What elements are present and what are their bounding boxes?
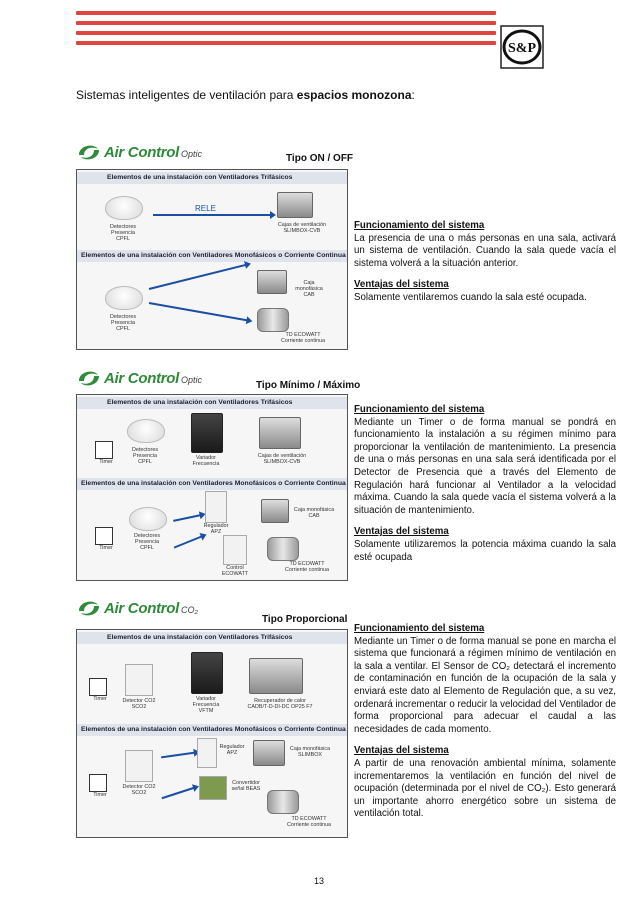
page-number: 13 <box>313 876 324 886</box>
rele-label: RELE <box>195 204 216 213</box>
figure-label: Detector CO2 SCO2 <box>122 784 156 796</box>
figure-label: Convertidor señal BEAS <box>231 780 261 792</box>
ventajas-title: Ventajas del sistema <box>354 279 449 291</box>
figure-label: Caja monofásica SLIMBOX <box>289 746 331 758</box>
arrow <box>173 514 201 522</box>
co2-detector <box>125 664 153 696</box>
figure-label: Recuperador de calor CADB/T-D-DI-DC OP25 F7 <box>247 698 313 710</box>
figure-label: Detectores Presencia CPFL <box>109 314 137 332</box>
air-control-logo: Air Control Optic <box>76 366 202 390</box>
installation-diagram <box>76 169 348 350</box>
figure-label: Variador Frecuencia VFTM <box>192 696 220 714</box>
funcionamiento-title: Funcionamiento del sistema <box>354 404 485 415</box>
arrow <box>153 214 271 216</box>
ventajas-text: Solamente utilizaremos la potencia máxima cuando la sala esté ocupada <box>354 538 616 563</box>
timer-icon <box>95 527 113 545</box>
ventajas-text: A partir de una renovación ambiental mínima, solamente incrementaremos la ventilación en función del nivel de ocupación (determinada por el nivel de CO₂). Esto generará un importante ahorro energético sobre un sistema de ventilación total. <box>354 757 616 820</box>
section-proporcional <box>76 596 616 841</box>
arrow <box>149 264 247 290</box>
apz-regulator <box>197 738 217 768</box>
ventajas-title: Ventajas del sistema <box>354 526 449 538</box>
apz-regulator <box>205 491 227 523</box>
figure-label: Caja monofásica CAB <box>293 507 335 519</box>
timer-icon <box>95 441 113 459</box>
ventilation-box <box>257 270 287 294</box>
figure-band: Elementos de una instalación con Ventiladores Monofásicos o Corriente Continua <box>77 478 347 490</box>
svg-text:S&P: S&P <box>508 41 536 56</box>
figure-label: Detectores Presencia CPFL <box>133 533 161 551</box>
figure-label: Detectores Presencia CPFL <box>131 447 159 465</box>
td-ecowatt-fan <box>257 308 289 332</box>
swirl-icon <box>76 141 102 163</box>
funcionamiento-text: Mediante un Timer o de forma manual se pone en marcha el sistema que funcionará a régimen mínimo de ventilación en la sala a ventilar. El Sensor de CO₂ detectará el incremento de contaminación en función de la ocupación de la sala y enviará este dato al Elemento de Regulación que, a su vez, ordenará incrementar o reducir la velocidad del Ventilador de forma proporcional para adecuar el caudal a las necesidades de cada momento. <box>354 635 616 735</box>
figure-label: Cajas de ventilación SLIMBOX-CVB <box>257 453 307 465</box>
signal-converter <box>199 776 227 800</box>
figure-band: Elementos de una instalación con Ventiladores Trifásicos <box>77 172 347 184</box>
figure-label: Timer <box>99 459 113 465</box>
figure-label: TD ECOWATT Corriente continua <box>280 332 326 344</box>
timer-icon <box>89 678 107 696</box>
figure-label: Control ECOWATT <box>221 565 249 577</box>
funcionamiento-title: Funcionamiento del sistema <box>354 220 485 231</box>
section-min-max <box>76 366 616 581</box>
arrow <box>162 787 195 799</box>
type-label: Tipo ON / OFF <box>286 153 354 164</box>
timer-icon <box>89 774 107 792</box>
figure-band: Elementos de una instalación con Ventiladores Trifásicos <box>77 397 347 409</box>
ecowatt-control <box>223 535 247 565</box>
header-stripes <box>76 11 496 51</box>
funcionamiento-text: La presencia de una o más personas en una sala, activará un sistema de ventilación. Cuando la sala quede vacía el sistema volverá a la situación anterior. <box>354 232 616 269</box>
figure-label: Cajas de ventilación SLIMBOX-CVB <box>277 222 327 234</box>
figure-band: Elementos de una instalación con Ventiladores Monofásicos o Corriente Continua <box>77 724 347 736</box>
figure-label: Detectores Presencia CPFL <box>109 224 137 242</box>
ventilation-box <box>259 417 301 449</box>
funcionamiento-text: Mediante un Timer o de forma manual se pondrá en funcionamiento la instalación a su régimen mínimo para proporcionar la ventilación de mantenimiento. La presencia de una o más personas en una sala será identificada por el Detector de Presencia que a través del Elemento de Regulación hará funcionar al Ventilador a la velocidad máxima. Cuando la sala quede vacía el sistema volverá a la situación de mantenimiento. <box>354 416 616 516</box>
presence-detector <box>127 419 165 443</box>
figure-label: Caja monofásica CAB <box>295 280 323 298</box>
figure-label: Timer <box>93 696 107 702</box>
figure-label: TD ECOWATT Corriente continua <box>284 561 330 573</box>
td-ecowatt-fan <box>267 537 299 561</box>
air-control-logo: Air Control CO₂ <box>76 596 198 620</box>
frequency-variator <box>191 652 223 694</box>
ventilation-box <box>253 740 285 766</box>
figure-label: Regulador APZ <box>203 523 229 535</box>
page-heading: Sistemas inteligentes de ventilación para espacios monozona: <box>76 88 415 102</box>
description <box>354 220 616 314</box>
figure-label: Variador Frecuencia <box>192 455 220 467</box>
ventilation-box <box>277 192 313 218</box>
air-control-logo: Air Control Optic <box>76 140 202 164</box>
arrow <box>149 302 248 321</box>
presence-detector <box>129 507 167 531</box>
arrow <box>161 752 195 759</box>
heat-recovery-unit <box>249 658 303 694</box>
type-label: Tipo Mínimo / Máximo <box>256 380 361 391</box>
figure-band: Elementos de una instalación con Ventiladores Trifásicos <box>77 632 347 644</box>
ventajas-title: Ventajas del sistema <box>354 745 449 757</box>
section-on-off <box>76 140 616 355</box>
installation-diagram <box>76 394 348 581</box>
figure-label: Timer <box>93 792 107 798</box>
sp-logo <box>500 25 544 69</box>
swirl-icon <box>76 367 102 389</box>
ventilation-box <box>261 499 289 523</box>
figure-label: Regulador APZ <box>219 744 245 756</box>
frequency-variator <box>191 413 223 453</box>
description <box>354 623 616 830</box>
td-ecowatt-fan <box>267 790 299 814</box>
type-label: Tipo Proporcional <box>262 614 348 625</box>
figure-label: Detector CO2 SCO2 <box>122 698 156 710</box>
swirl-icon <box>76 597 102 619</box>
arrow <box>174 535 203 548</box>
co2-detector <box>125 750 153 782</box>
description <box>354 404 616 573</box>
figure-label: TD ECOWATT Corriente continua <box>286 816 332 828</box>
funcionamiento-title: Funcionamiento del sistema <box>354 623 485 634</box>
figure-label: Timer <box>99 545 113 551</box>
presence-detector <box>105 196 143 220</box>
installation-diagram <box>76 629 348 838</box>
ventajas-text: Solamente ventilaremos cuando la sala esté ocupada. <box>354 291 587 303</box>
presence-detector <box>105 286 143 310</box>
figure-band: Elementos de una instalación con Ventiladores Monofásicos o Corriente Continua <box>77 250 347 262</box>
